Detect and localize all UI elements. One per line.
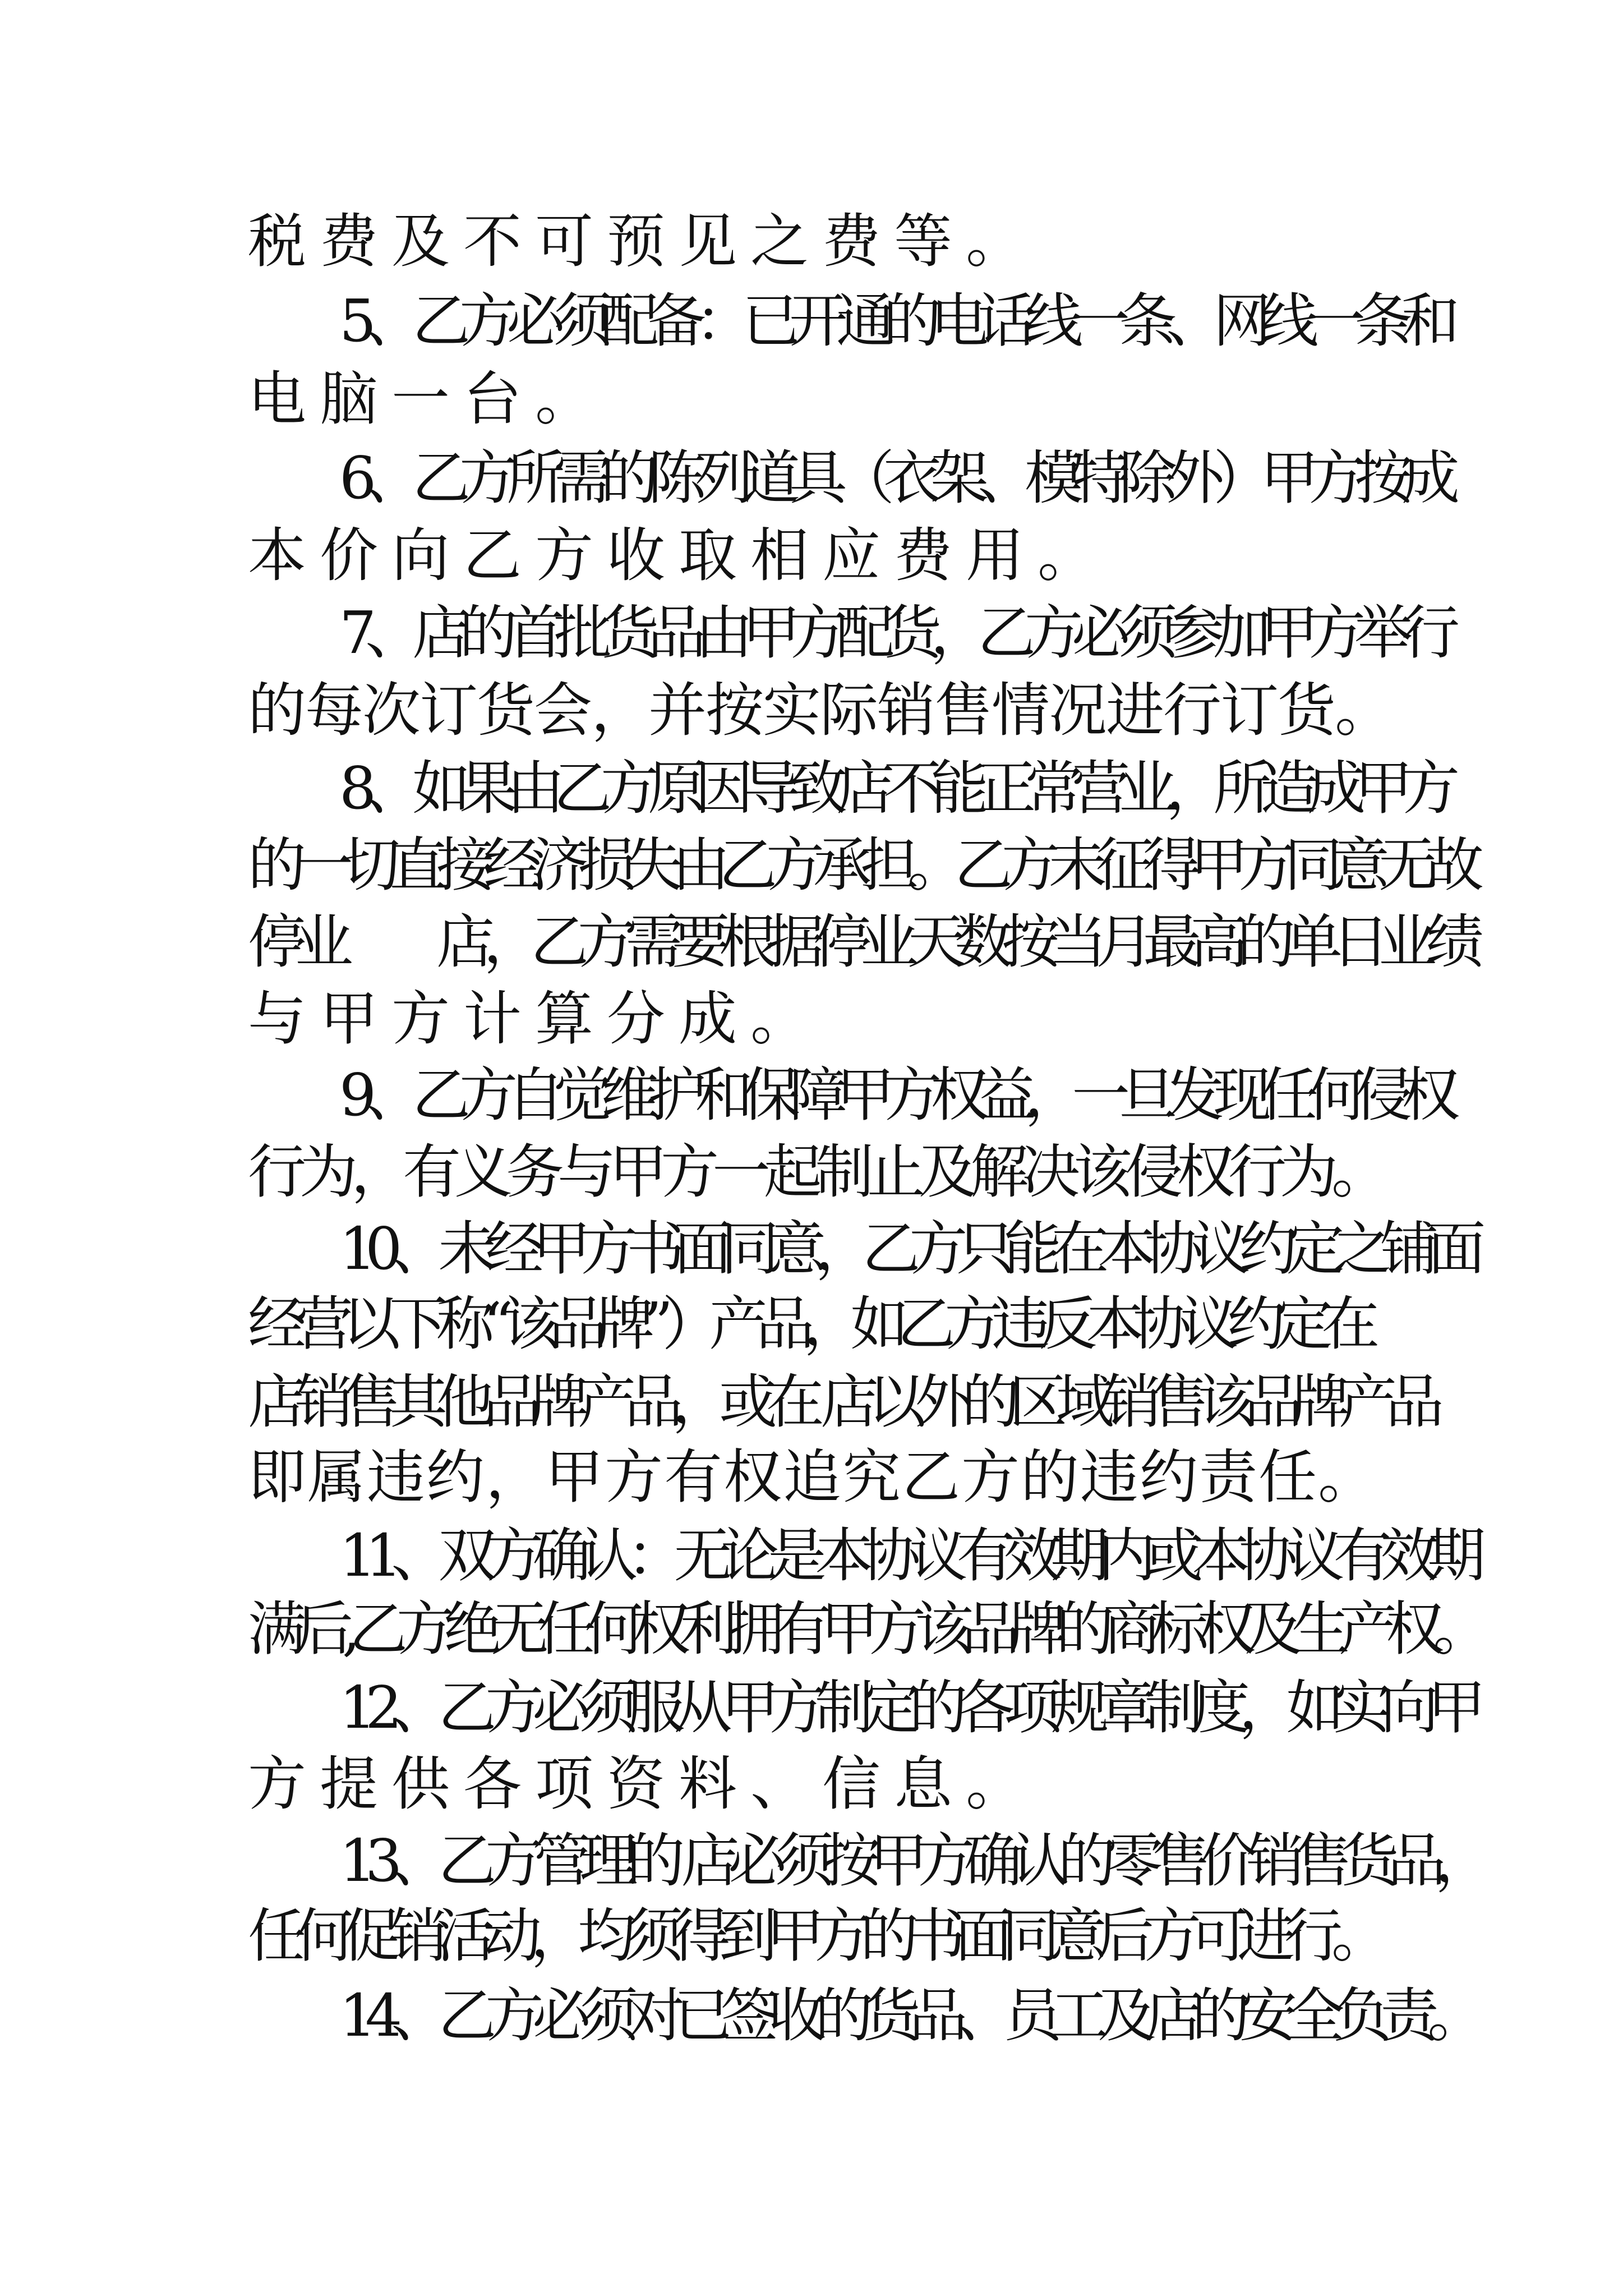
text-line: 12、乙方必须服从甲方制定的各项规章制度，如实向甲 [339,1673,1475,1742]
text-line: 的一切直接经济损失由乙方承担。乙方未征得甲方同意无故 [248,831,1473,899]
text-line: 电脑一台。 [248,365,607,433]
text-line: 11、双方确认：无论是本协议有效期内或本协议有效期 [339,1521,1475,1590]
text-line: 的每次订货会，并按实际销售情况进行订货。 [248,676,1393,744]
text-line: 满后,乙方绝无任何权利拥有甲方该品牌的商标权及生产权。 [248,1595,1481,1663]
text-line: 即属违约，甲方有权追究乙方的违约责任。 [248,1443,1378,1511]
text-line: 7、店的首批货品由甲方配货，乙方必须参加甲方举行 [339,599,1449,667]
text-line: 本价向乙方收取相应费用。 [248,521,1110,590]
text-line: 税费及不可预见之费等。 [248,207,1038,275]
text-line: 6、乙方所需的陈列道具（衣架、模特除外）甲方按成 [339,444,1449,512]
text-line: 5、乙方必须配备：已开通的电话线一条、网线一条和 [339,287,1449,355]
text-line: 8、如果由乙方原因导致店不能正常营业，所造成甲方 [339,754,1449,822]
text-line: 任何促销活动，均须得到甲方的书面同意后方可进行。 [248,1902,1379,1970]
text-line: 店销售其他品牌产品，或在 店以外的区域销售该品牌产品 [248,1368,1433,1436]
text-line: 14、乙方必须对已签收的货品、员工及店的安全负责。 [339,1981,1475,2050]
text-line: 9、乙方自觉维护和保障甲方权益，一旦发现任何侵权 [339,1061,1449,1129]
text-line: 10、未经甲方书面同意，乙方只能在本协议约定之铺面 [339,1214,1475,1283]
text-line: 13、乙方管理的 店必须按甲方确认的零售价销售货品， [339,1826,1482,1895]
text-line: 与甲方计算分成。 [248,984,823,1053]
text-line: 停业 店，乙方需要根据停业天数按当月最高的单日业绩 [248,908,1473,976]
text-line: 经营以下称“该品牌”）产品，如乙方违反本协议约定在 [248,1290,1369,1358]
text-line: 方提供各项资料、信息。 [248,1750,1038,1818]
text-line: 行为，有义务与甲方一起制止及解决该侵权行为。 [248,1138,1384,1206]
